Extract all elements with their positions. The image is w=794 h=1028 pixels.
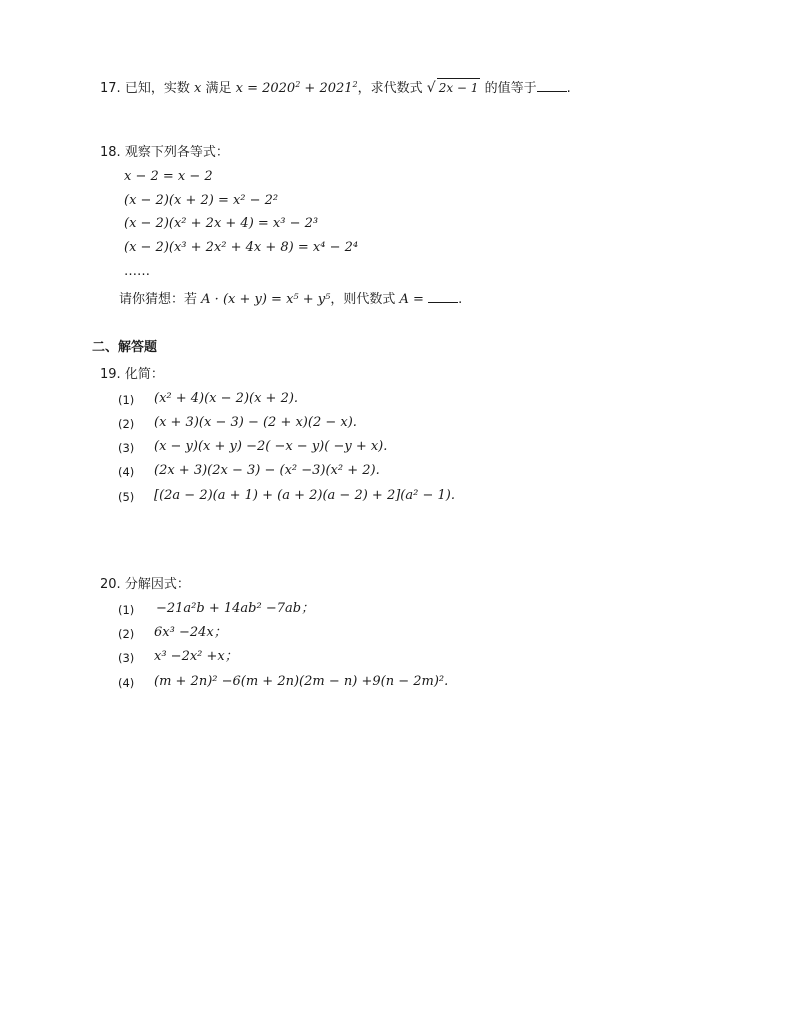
question-text: 观察下列各等式： (124, 145, 229, 160)
question-18 (100, 144, 229, 162)
math-variable: x (193, 81, 202, 96)
item-label: (1) (118, 393, 135, 407)
question-number: 19. (100, 367, 121, 382)
question-number: 17. (100, 81, 121, 96)
item-expression: (x + 3)(x − 3) − (2 + x)(2 − x). (154, 415, 357, 430)
item-expression: x³ −2x² +x； (154, 649, 238, 664)
section-title: 二、解答题 (92, 340, 158, 355)
question-text: ，则代数式 (330, 292, 396, 307)
question-text: 请你猜想：若 (119, 292, 198, 307)
item-expression: 6x³ −24x； (154, 625, 227, 640)
question-text: ，求代数式 (357, 81, 423, 96)
item-label: (4) (118, 676, 135, 690)
question-20 (100, 576, 190, 594)
answer-blank (537, 79, 567, 92)
item-expression: (x − y)(x + y) −2( −x − y)( −y + x). (154, 439, 388, 454)
question-text: 满足 (205, 81, 232, 96)
item-label: (5) (118, 490, 135, 504)
question-17 (100, 78, 571, 98)
answer-blank (428, 290, 458, 303)
math-expression: A = (399, 292, 424, 307)
item-label: (4) (118, 465, 135, 479)
equation-line: (x − 2)(x³ + 2x² + 4x + 8) = x⁴ − 2⁴ (124, 240, 359, 255)
item-label: (1) (118, 603, 135, 617)
math-expression: $x = 2020^2 + 2021^2$ (235, 80, 358, 96)
equation-line: (x − 2)(x² + 2x + 4) = x³ − 2³ (124, 216, 319, 231)
question-19 (100, 366, 164, 384)
question-text: 已知，实数 (124, 81, 190, 96)
question-text: 的值等于 (484, 81, 537, 96)
sqrt-expression: √ 2x − 1 (426, 80, 479, 96)
math-expression: A · (x + y) = x⁵ + y⁵ (201, 292, 331, 307)
item-expression: −21a²b + 14ab² −7ab； (156, 601, 315, 616)
question-number: 18. (100, 145, 121, 160)
equation-line: (x − 2)(x + 2) = x² − 2² (124, 193, 279, 208)
ellipsis: …… (124, 264, 150, 279)
item-label: (3) (118, 651, 135, 665)
item-expression: (2x + 3)(2x − 3) − (x² −3)(x² + 2). (154, 463, 380, 478)
question-text: 分解因式： (124, 577, 190, 592)
period: . (458, 292, 463, 307)
period: . (566, 81, 571, 96)
item-label: (3) (118, 441, 135, 455)
item-label: (2) (118, 627, 135, 641)
guess-line (119, 290, 462, 309)
item-expression: (x² + 4)(x − 2)(x + 2). (154, 391, 299, 406)
item-expression: [(2a − 2)(a + 1) + (a + 2)(a − 2) + 2](a² − 1). (154, 488, 455, 503)
question-number: 20. (100, 577, 121, 592)
equation-line: x − 2 = x − 2 (124, 169, 213, 184)
item-expression: (m + 2n)² −6(m + 2n)(2m − n) +9(n − 2m)². (154, 674, 449, 689)
item-label: (2) (118, 417, 135, 431)
question-text: 化简： (124, 367, 164, 382)
